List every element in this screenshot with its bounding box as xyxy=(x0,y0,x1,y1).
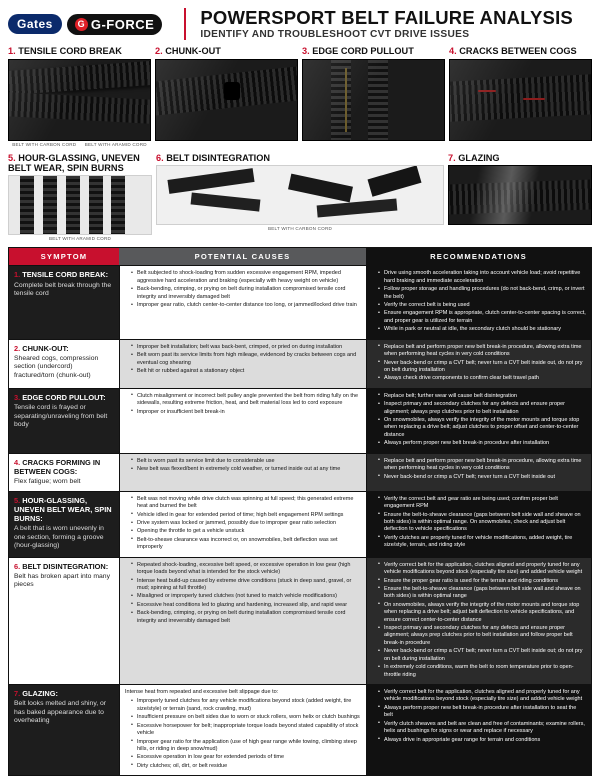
table-header-row xyxy=(9,248,591,265)
header-divider xyxy=(184,8,186,40)
table-row xyxy=(9,453,591,491)
cause-item: • Excessive operation in low gear for extended periods of time xyxy=(132,754,361,761)
cause-item: • Vehicle idled in gear for extended period of time; high belt engagement RPM settings xyxy=(132,512,361,519)
recommendation-item: • Ensure the proper gear ratio is used for the terrain and riding conditions xyxy=(379,578,586,585)
recommendation-item: • On snowmobiles, always verify the integrity of the motor mounts and torque stop when replacing a drive belt; adjust clutches to proper offset and center-to-center distance xyxy=(379,417,586,439)
failure-photo-6 xyxy=(156,165,444,225)
symptom-cell xyxy=(9,558,119,684)
failure-card-6-number: 6. xyxy=(156,152,164,163)
failure-photo-2 xyxy=(155,59,298,141)
symptom-number: 2. xyxy=(14,343,21,353)
symptom-number: 5. xyxy=(14,495,21,505)
failure-card-7 xyxy=(448,153,592,242)
failure-card-7-number: 7. xyxy=(448,152,456,163)
cause-item: • New belt was flexed/bent in extremely cold weather, or turned inside out at any time xyxy=(132,466,361,473)
failure-card-5-number: 5. xyxy=(8,152,16,163)
causes-cell xyxy=(119,454,366,491)
failure-card-3-heading xyxy=(302,46,445,56)
recommendations-cell xyxy=(366,492,591,557)
failure-card-5-label: HOUR-GLASSING, UNEVEN BELT WEAR, SPIN BURNS xyxy=(8,152,140,174)
cause-item: • Opening the throttle to get a vehicle unstuck xyxy=(132,528,361,535)
cause-intro: Intense heat from repeated and excessive belt slippage due to: xyxy=(125,689,279,696)
failure-card-2 xyxy=(155,46,298,146)
failure-photo-4 xyxy=(449,59,592,141)
cause-item: • Repeated shock-loading, excessive belt speed, or excessive operation in low gear (high torque loads beyond what is intended for the stock vehicle) xyxy=(132,562,361,577)
failure-card-2-label: CHUNK-OUT xyxy=(165,46,221,57)
column-header-causes: POTENTIAL CAUSES xyxy=(119,248,366,265)
failure-grid-row-1 xyxy=(8,46,592,146)
symptom-description: A belt that is worn unevenly in one section, forming a groove (hour-glassing) xyxy=(14,525,104,550)
symptom-title xyxy=(14,270,114,279)
failure-card-4 xyxy=(449,46,592,146)
brand-lockup xyxy=(8,14,170,35)
recommendation-item: • Verify the correct belt and gear ratio are being used; confirm proper belt engagement RPM xyxy=(379,496,586,511)
failure-card-3-label: EDGE CORD PULLOUT xyxy=(312,46,414,57)
cause-item: • Belt is worn past its service limit due to considerable use xyxy=(132,458,361,465)
failure-photo-6-captions xyxy=(156,225,444,231)
cause-item: • Dirty clutches; oil, dirt, or belt residue xyxy=(132,763,361,770)
recommendation-item: • Replace belt; further wear will cause belt disintegration xyxy=(379,393,586,400)
recommendations-cell xyxy=(366,266,591,338)
cause-item: • Belt subjected to shock-loading from sudden excessive engagement RPM, impeded aggressive hard acceleration and braking (especially with heavy weight on vehicle) xyxy=(132,270,361,285)
recommendation-item: • Always perform proper new belt break-in procedure after installation to seat the belt xyxy=(379,705,586,720)
table-row xyxy=(9,684,591,775)
failure-card-1-number: 1. xyxy=(8,46,16,57)
symptom-number: 3. xyxy=(14,392,21,402)
symptom-cell xyxy=(9,685,119,775)
failure-card-3-number: 3. xyxy=(302,46,310,57)
table-row xyxy=(9,557,591,684)
table-row xyxy=(9,265,591,338)
cause-item: • Improper gear ratio, clutch center-to-center distance too long, or jammed/locked drive train xyxy=(132,302,361,309)
symptom-title xyxy=(14,458,114,477)
symptom-number: 4. xyxy=(14,457,21,467)
recommendation-item: • Inspect primary and secondary clutches for any defects and ensure proper alignment; always prep clutches prior to belt installation and follow proper belt break-in procedure xyxy=(379,625,586,647)
recommendation-item: • Inspect primary and secondary clutches for any defects and ensure proper alignment; always prep clutches prior to belt installation xyxy=(379,401,586,416)
symptom-title xyxy=(14,393,114,402)
recommendation-item: • Replace belt and perform proper new belt break-in procedure, allowing extra time when performing heat cycles in very cold conditions xyxy=(379,344,586,359)
failure-card-7-label: GLAZING xyxy=(458,152,500,163)
recommendation-item: • Always check drive components to confirm clear belt travel path xyxy=(379,375,586,382)
recommendation-item: • Follow proper storage and handling procedures (do not back-bend, crimp, or invert the belt) xyxy=(379,286,586,301)
failure-card-4-heading xyxy=(449,46,592,56)
failure-card-6 xyxy=(156,153,444,242)
recommendation-item: • In extremely cold conditions, warm the belt to room temperature prior to open-throttle riding xyxy=(379,664,586,679)
recommendations-cell xyxy=(366,340,591,388)
symptom-description: Belt looks melted and shiny, or has baked appearance due to overheating xyxy=(14,700,107,725)
failure-photo-5-captions xyxy=(8,235,152,241)
cause-item: • Intense heat build-up caused by extreme drive conditions (stuck in deep sand, gravel, or mud; spinning at full throttle) xyxy=(132,578,361,593)
symptom-name: BELT DISINTEGRATION: xyxy=(22,561,109,571)
causes-cell xyxy=(119,389,366,453)
recommendation-item: • Ensure engagement RPM is appropriate, clutch center-to-center spacing is correct, and proper gear is utilized for terrain xyxy=(379,310,586,325)
recommendation-item: • Verify clutch sheaves and belt are clean and free of contaminants; examine rollers, helix and bushings for signs or wear and replace if necessary xyxy=(379,721,586,736)
symptom-description: Complete belt break through the tensile cord xyxy=(14,281,112,298)
causes-cell xyxy=(119,685,366,775)
symptom-cell xyxy=(9,389,119,453)
symptom-number: 7. xyxy=(14,689,21,699)
symptom-name: CRACKS FORMING IN BETWEEN COGS: xyxy=(14,457,101,476)
cause-item: • Improper belt installation; belt was back-bent, crimped, or pried on during installation xyxy=(132,344,361,351)
page-title: POWERSPORT BELT FAILURE ANALYSIS xyxy=(200,7,573,28)
symptom-title xyxy=(14,562,114,571)
symptom-title xyxy=(14,689,114,698)
symptom-name: GLAZING: xyxy=(22,689,58,699)
recommendation-item: • Never back-bend or crimp a CVT belt; never turn a CVT belt inside out, do not pry on belt during installation xyxy=(379,360,586,375)
symptom-cell xyxy=(9,454,119,491)
recommendation-item: • Verify clutches are properly tuned for vehicle modifications, added weight, tire size/style, terrain, and riding style xyxy=(379,535,586,550)
symptom-title xyxy=(14,344,114,353)
failure-photo-3 xyxy=(302,59,445,141)
failure-card-1-label: TENSILE CORD BREAK xyxy=(18,46,122,57)
symptom-cell xyxy=(9,266,119,338)
cause-item: • Clutch misalignment or incorrect belt pulley angle prevented the belt from riding fully on the sidewalls, resulting extreme friction, heat, and belt material loss led to cord exposure xyxy=(132,393,361,408)
photo-caption: BELT WITH CARBON CORD xyxy=(267,226,332,232)
failure-card-1-heading xyxy=(8,46,151,56)
symptom-cell xyxy=(9,492,119,557)
symptom-name: CHUNK-OUT: xyxy=(22,343,69,353)
symptom-name: EDGE CORD PULLOUT: xyxy=(22,392,106,402)
page-subtitle: IDENTIFY AND TROUBLESHOOT CVT DRIVE ISSUES xyxy=(200,29,470,41)
failure-card-5-heading xyxy=(8,153,152,174)
recommendation-item: • While in park or neutral at idle, the secondary clutch should be stationary xyxy=(379,326,586,333)
symptom-title xyxy=(14,496,114,524)
photo-caption: BELT WITH ARAMID CORD xyxy=(49,236,111,242)
causes-cell xyxy=(119,266,366,338)
column-header-symptom: SYMPTOM xyxy=(9,248,119,265)
symptom-description: Sheared cogs, compression section (undercord) fractured/torn (chunk-out) xyxy=(14,354,99,379)
cause-item: • Drive system was locked or jammed, possibly due to improper gear ratio selection xyxy=(132,520,361,527)
table-row xyxy=(9,388,591,453)
table-row xyxy=(9,339,591,388)
gforce-logo xyxy=(67,14,162,35)
failure-card-1 xyxy=(8,46,151,146)
failure-card-7-heading xyxy=(448,153,592,163)
failure-card-3 xyxy=(302,46,445,146)
recommendation-item: • Ensure the belt-to-sheave clearance (gaps between belt side wall and sheave on both sides) is within optimal range xyxy=(379,586,586,601)
failure-photo-1-captions xyxy=(8,141,151,147)
recommendations-cell xyxy=(366,558,591,684)
failure-photo-5 xyxy=(8,175,152,235)
causes-cell xyxy=(119,492,366,557)
failure-card-6-label: BELT DISINTEGRATION xyxy=(166,152,271,163)
recommendation-item: • On snowmobiles, always verify the integrity of the motor mounts and torque stop when replacing a drive belt; adjust belt deflection to vehicle specifications, and ensure correct center-to-center distance xyxy=(379,602,586,624)
recommendation-item: • Always perform proper new belt break-in procedure after installation xyxy=(379,440,586,447)
cause-item: • Belt worn past its service limits from high mileage, evidenced by cracks between cogs and eventual cog shearing xyxy=(132,352,361,367)
cause-item: • Insufficient pressure on belt sides due to worn or stuck rollers, worn helix or clutch bushings xyxy=(132,714,361,721)
photo-caption: BELT WITH ARAMID CORD xyxy=(84,141,147,147)
recommendations-cell xyxy=(366,389,591,453)
symptom-description: Flex fatigue; worn belt xyxy=(14,478,81,486)
header-titles xyxy=(200,8,592,40)
failure-card-2-heading xyxy=(155,46,298,56)
recommendations-cell xyxy=(366,454,591,491)
failure-card-5 xyxy=(8,153,152,242)
cause-item: • Improper gear ratio for the application (use of high gear range while towing, climbing steep hills, or riding in deep snow/mud) xyxy=(132,739,361,754)
recommendation-item: • Never back-bend or crimp a CVT belt; never turn a CVT belt inside out; do not pry on belt during installation xyxy=(379,648,586,663)
cause-item: • Back-bending, crimping, or prying on belt during installation compromised tensile cord integrity and irreversibly damaged belt xyxy=(132,286,361,301)
recommendation-item: • Ensure the belt-to-sheave clearance (gaps between belt side wall and sheave on both sides) is within optimal range. On snowmobiles, check and adjust belt deflection to vehicle specifications xyxy=(379,512,586,534)
recommendation-item: • Always drive in appropriate gear range for terrain and conditions xyxy=(379,737,586,744)
recommendation-item: • Drive using smooth acceleration taking into account vehicle load; avoid repetitive hard braking and immediate acceleration xyxy=(379,270,586,285)
table-row xyxy=(9,491,591,557)
symptom-name: HOUR-GLASSING, UNEVEN BELT WEAR, SPIN BURNS: xyxy=(14,495,112,524)
cause-item: • Misaligned or improperly tuned clutches (not tuned to match vehicle modifications) xyxy=(132,593,361,600)
symptom-description: Belt has broken apart into many pieces xyxy=(14,572,110,589)
recommendation-item: • Replace belt and perform proper new belt break-in procedure, allowing extra time when performing heat cycles in very cold conditions xyxy=(379,458,586,473)
failure-photo-7 xyxy=(448,165,592,225)
gforce-label: G-FORCE xyxy=(90,16,155,32)
gates-logo: Gates xyxy=(8,14,62,34)
symptom-number: 1. xyxy=(14,270,21,280)
failure-grid-row-2 xyxy=(8,153,592,242)
page-header xyxy=(8,6,592,46)
symptom-number: 6. xyxy=(14,561,21,571)
cause-item: • Improper or insufficient belt break-in xyxy=(132,409,361,416)
failure-card-4-label: CRACKS BETWEEN COGS xyxy=(459,46,577,57)
cause-item: • Belt was not moving while drive clutch was spinning at full speed; this generated extreme heat and burned the belt xyxy=(132,496,361,511)
cause-item: • Excessive horsepower for belt; inappropriate torque loads beyond stated capability of stock vehicle xyxy=(132,723,361,738)
causes-cell xyxy=(119,340,366,388)
recommendation-item: • Verify the correct belt is being used xyxy=(379,302,586,309)
recommendations-cell xyxy=(366,685,591,775)
column-header-recommendations: RECOMMENDATIONS xyxy=(366,248,591,265)
recommendation-item: • Never back-bend or crimp a CVT belt; never turn a CVT belt inside out xyxy=(379,474,586,481)
photo-caption: BELT WITH CARBON CORD xyxy=(12,141,77,147)
cause-item: • Excessive heat conditions led to glazing and hardening, increased slip, and rapid wear xyxy=(132,602,361,609)
symptom-description: Tensile cord is frayed or separating/unraveling from belt body xyxy=(14,404,108,429)
symptom-name: TENSILE CORD BREAK: xyxy=(22,270,109,280)
cause-item: • Belt hit or rubbed against a stationary object xyxy=(132,368,361,375)
failure-table xyxy=(8,247,592,776)
failure-card-6-heading xyxy=(156,153,444,163)
causes-cell xyxy=(119,558,366,684)
symptom-cell xyxy=(9,340,119,388)
recommendation-item: • Verify correct belt for the application, clutches aligned and properly tuned for any vehicle modifications beyond stock (especially tire size) and added vehicle weight xyxy=(379,689,586,704)
cause-item: • Belt-to-sheave clearance was incorrect or, on snowmobiles, belt deflection was set improperly xyxy=(132,537,361,552)
cause-item: • Improperly tuned clutches for any vehicle modifications beyond stock (added weight, tire size/style) or terrain (sand, rock crawling, mud) xyxy=(132,698,361,713)
cause-item: • Back-bending, crimping, or prying on belt during installation compromised tensile cord integrity and irreversibly damaged belt xyxy=(132,610,361,625)
failure-photo-1 xyxy=(8,59,151,141)
gforce-mark-icon: G xyxy=(75,18,88,31)
recommendation-item: • Verify correct belt for the application, clutches aligned and properly tuned for any vehicle modifications beyond stock (especially tire size) and added vehicle weight xyxy=(379,562,586,577)
failure-card-2-number: 2. xyxy=(155,46,163,57)
failure-card-4-number: 4. xyxy=(449,46,457,57)
